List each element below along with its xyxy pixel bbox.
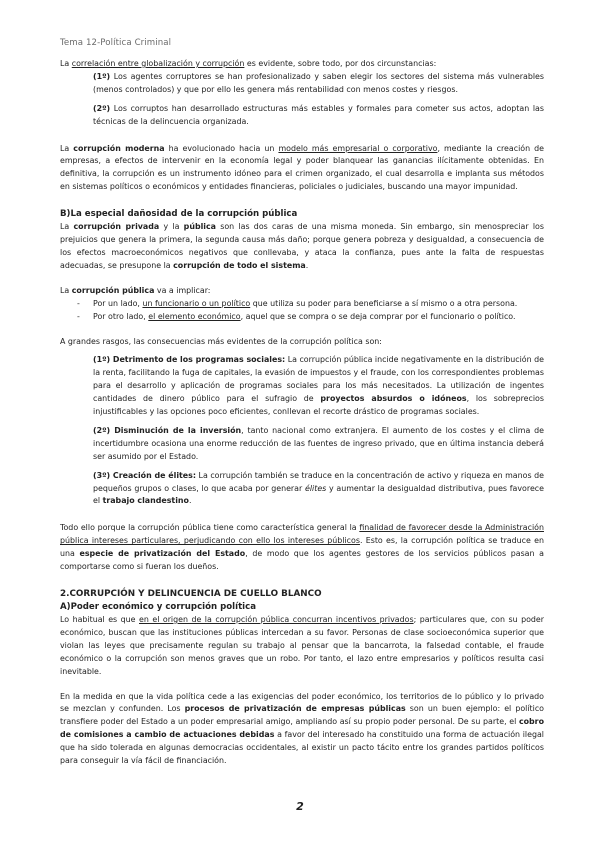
text-run: , los sobreprecios injustificables y las opciones poco eficientes, conllevan el recorte drástico de programas sociales. (93, 394, 544, 417)
text-run: , mediante la creación de empresas, a efectos de intervenir en la economía legal y poder blanquear las ganancias ilícitamente obtenidas. En definitiva, la corrupción es un instrumento idóneo para el crimen organizado, el cual desarrolla e implanta sus métodos en sistemas políticos o económicos y entidades financieras, policiales o judiciales, buscando una mayor impunidad. (60, 143, 544, 192)
text-run: En la medida en que la vida política cede a las exigencias del poder económico, los territorios de lo público y lo privado se mezclan y confunden. Los (60, 691, 544, 714)
text-run: La corrupción también se traduce en la concentración de activo y riqueza en manos de pequeños grupos o clases, lo que acaba por generar (93, 470, 544, 493)
underlined-text: un funcionario o un político (142, 298, 251, 308)
section-b-paragraph-1 (60, 221, 544, 273)
text-run: Por otro lado, (93, 311, 149, 321)
bold-text: proyectos absurdos o idóneos (320, 394, 467, 404)
text-run: y aumentar la desigualdad distributiva, pues favorece el (93, 483, 544, 506)
text-run: y la (159, 222, 184, 232)
implication-list (60, 298, 544, 324)
text-run: La (60, 143, 74, 153)
text-run: ; particulares que, con su poder económico, buscan que las instituciones públicas intercedan a su favor. Personas de clase socioeconómica superior que violan las leyes que precisamente regulan su trabajo al pensar que la bancarrota, la falsedad contable, el fraude económico o la corrupción son menos graves que un robo. Por tanto, el lazo entre empresarios y políticos resulta casi inevitable. (60, 615, 545, 676)
text-run: Los agentes corruptores se han profesionalizado y saben elegir los sectores del sistema más vulnerables (menos controlados) y que por ello les genera más rentabilidad con menos costes y riesgos. (93, 71, 544, 94)
intro-item-2 (93, 103, 544, 129)
bold-text: procesos de privatización de empresas públicas (184, 704, 406, 714)
bold-text: corrupción pública (71, 285, 155, 295)
text-run: La (60, 285, 72, 295)
underlined-text: finalidad de favorecer desde la Administración pública intereses particulares, perjudicando con ello los intereses públicos (60, 523, 544, 546)
underlined-text: correlación entre globalización y corrupción (71, 59, 245, 68)
page-header: Tema 12-Política Criminal (60, 38, 172, 48)
text-run: que utiliza su poder para beneficiarse a sí mismo o a otra persona. (250, 298, 518, 308)
bold-text: corrupción moderna (73, 143, 165, 153)
page-number: 2 (296, 800, 304, 813)
section-b-heading: B)La especial dañosidad de la corrupción pública (60, 209, 298, 220)
text-run: son un buen ejemplo: el político transfiere poder del Estado a un poder empresarial amigo, ampliando así su propio poder personal. De su parte, el (60, 704, 544, 727)
underlined-text: en el origen de la corrupción pública concurran incentivos privados (139, 615, 414, 624)
text-run: . (305, 260, 309, 270)
item-number: (1º) (93, 71, 111, 81)
intro-item-1 (93, 71, 544, 97)
underlined-text: modelo más empresarial o corporativo (278, 143, 438, 153)
text-run: La corrupción pública incide negativamente en la distribución de la renta, facilitando la fuga de capitales, la evasión de impuestos y el fraude, con los correspondientes problemas para el desarrollo y aplicación de programas sociales para los más necesitados. La utilización de ingentes cantidades de dinero público para el sufragio de (93, 355, 544, 404)
text-run: . (188, 496, 192, 506)
text-run: La (60, 222, 74, 232)
italic-text: élites (304, 483, 327, 493)
text-run: La (60, 59, 72, 68)
text-run: Por un lado, (93, 298, 143, 308)
section-2-heading: 2.CORRUPCIÓN Y DELINCUENCIA DE CUELLO BLANCO (60, 589, 322, 599)
text-run: son las dos caras de una misma moneda. Sin embargo, sin menospreciar los prejuicios que genera la primera, la segunda causa más daño; porque genera pobreza y desigualdad, a consecuencia de los efectos macroeconómicos negativos que conllevaba, y ataca la confianza, pues ante la falta de respuestas adecuadas, se presupone la (60, 222, 544, 270)
document-body (60, 58, 544, 768)
section-2-subheading: A)Poder económico y corrupción política (60, 602, 257, 612)
list-item (60, 311, 544, 324)
bold-text: corrupción privada (73, 222, 160, 232)
bold-text: pública (183, 222, 216, 232)
text-run: Todo ello porque la corrupción pública tiene como característica general la (60, 523, 360, 533)
text-run: . Esto es, la corrupción política se traduce en una (60, 536, 544, 559)
intro-paragraph (60, 58, 544, 71)
underlined-text: el elemento económico (148, 311, 241, 321)
bold-text: especie de privatización del Estado (79, 549, 246, 559)
text-run: , de modo que los agentes gestores de los servicios públicos pasan a comportarse como si fueran los dueños. (60, 549, 544, 572)
list-item (60, 298, 544, 311)
section-2-paragraph-2 (60, 691, 544, 768)
bold-text: cobro de comisiones a cambio de actuaciones debidas (60, 717, 544, 740)
consequence-1 (93, 354, 544, 419)
text-run: es evidente, sobre todo, por dos circunstancias: (244, 59, 437, 68)
consequence-2 (93, 425, 544, 464)
text-run: Lo habitual es que (60, 615, 139, 624)
section-b-paragraph-2 (60, 285, 544, 298)
bold-text: corrupción de todo el sistema (173, 260, 306, 270)
text-run: , tanto nacional como extranjera. El aumento de los costes y el clima de incertidumbre ocasiona una enorme reducción de las fuentes de ingreso privado, que en última instancia deberá ser asumido por el Estado. (93, 425, 544, 461)
text-run: , aquel que se compra o se deja comprar por el funcionario o político. (240, 311, 516, 321)
bold-text: (3º) Creación de élites: (93, 470, 197, 480)
section-b-paragraph-4 (60, 522, 544, 574)
text-run: a favor del interesado ha constituido una forma de actuación ilegal que ha sido tolerada en algunas democracias occidentales, al existir un pacto tácito entre los grandes partidos políticos para conseguir la vía fácil de financiación. (60, 730, 544, 766)
modern-corruption-paragraph (60, 143, 544, 195)
text-run: va a implicar: (154, 285, 211, 295)
text-run: ha evolucionado hacia un (164, 143, 279, 153)
consequence-3 (93, 470, 544, 509)
text-run: Los corruptos han desarrollado estructuras más estables y formales para cometer sus actos, adoptan las técnicas de la delincuencia organizada. (93, 103, 544, 126)
section-b-paragraph-3: A grandes rasgos, las consecuencias más evidentes de la corrupción política son: (60, 336, 382, 346)
item-number: (2º) (93, 103, 111, 113)
section-2-paragraph-1 (60, 614, 544, 679)
bold-text: (2º) Disminución de la inversión (93, 425, 242, 435)
bold-text: (1º) Detrimento de los programas sociales: (93, 355, 286, 365)
bold-text: trabajo clandestino (102, 496, 189, 506)
